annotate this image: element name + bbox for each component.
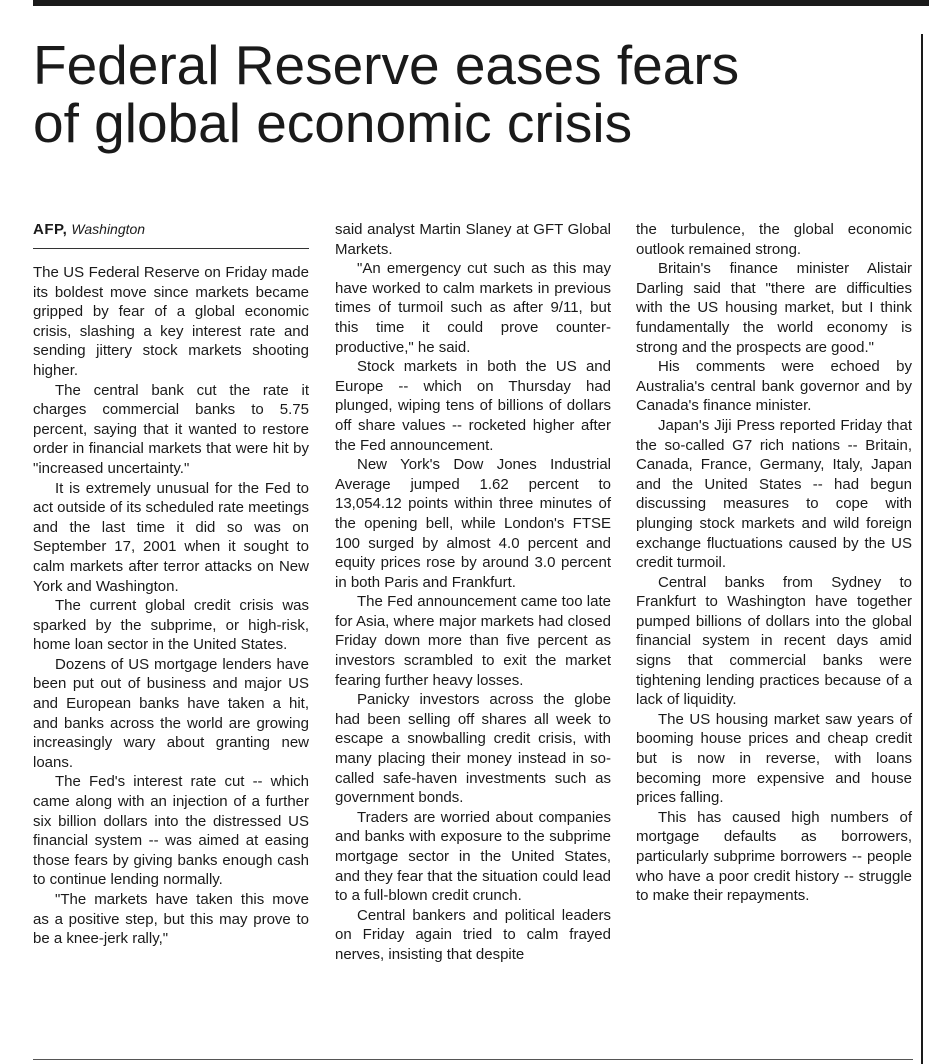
paragraph: said analyst Martin Slaney at GFT Global Markets. bbox=[335, 221, 611, 258]
column-1-body bbox=[33, 263, 309, 949]
paragraph: His comments were echoed by Australia's central bank governor and by Canada's finance minister. bbox=[636, 358, 912, 415]
paragraph: Dozens of US mortgage lenders have been put out of business and major US and European banks have taken a hit, and banks across the world are growing increasingly wary about granting new loans. bbox=[33, 655, 309, 771]
paragraph: Japan's Jiji Press reported Friday that the so-called G7 rich nations -- Britain, Canada, France, Germany, Italy, Japan and the United States -- had begun discussing measures to cope with plunging stock markets and wild foreign exchange fluctuations caused by the US credit turmoil. bbox=[636, 416, 912, 572]
paragraph: The Fed's interest rate cut -- which came along with an injection of a further six billion dollars into the distressed US financial system -- was aimed at easing those fears by giving banks enough cash to continue lending normally. bbox=[33, 773, 309, 889]
paragraph: It is extremely unusual for the Fed to act outside of its scheduled rate meetings and the last time it did so was on September 17, 2001 when it sought to calm markets after terror attacks on New York and Washington. bbox=[33, 479, 309, 595]
paragraph: the turbulence, the global economic outlook remained strong. bbox=[636, 221, 912, 258]
paragraph: "The markets have taken this move as a positive step, but this may prove to be a knee-jerk rally," bbox=[33, 891, 309, 948]
paragraph: Stock markets in both the US and Europe -- which on Thursday had plunged, wiping tens of billions of dollars off share values -- rocketed higher after the Fed announcement. bbox=[335, 358, 611, 454]
top-rule bbox=[33, 0, 929, 6]
bottom-rule bbox=[33, 1059, 913, 1060]
byline bbox=[33, 220, 309, 249]
headline-line-2: of global economic crisis bbox=[33, 92, 633, 154]
paragraph: New York's Dow Jones Industrial Average jumped 1.62 percent to 13,054.12 points within three minutes of the opening bell, while London's FTSE 100 surged by almost 4.0 percent and equity prices rose by around 3.0 percent in both Paris and Frankfurt. bbox=[335, 456, 611, 591]
byline-dateline: Washington bbox=[71, 221, 146, 237]
paragraph: This has caused high numbers of mortgage defaults as borrowers, particularly subprime borrowers -- people who have a poor credit history -- struggle to make their repayments. bbox=[636, 808, 912, 905]
byline-agency: AFP, bbox=[33, 221, 68, 238]
paragraph: Britain's finance minister Alistair Darling said that "there are difficulties with the US housing market, but I think fundamentally the world economy is strong and the prospects are good." bbox=[636, 260, 912, 356]
headline bbox=[33, 36, 913, 152]
column-3 bbox=[636, 220, 912, 906]
paragraph: Central banks from Sydney to Frankfurt to Washington have together pumped billions of dollars into the global financial system in recent days amid signs that commercial banks were tightening lending practices because of a lack of liquidity. bbox=[636, 573, 912, 709]
paragraph: Traders are worried about companies and banks with exposure to the subprime mortgage sector in the United States, and they fear that the situation could lead to a full-blown credit crunch. bbox=[335, 808, 611, 905]
right-column-rule bbox=[921, 34, 923, 1064]
paragraph: The US housing market saw years of booming house prices and cheap credit but is now in reverse, with loans becoming more expensive and house prices falling. bbox=[636, 710, 912, 807]
paragraph: The Fed announcement came too late for Asia, where major markets had closed Friday down more than five percent as investors scrambled to exit the market fearing further heavy losses. bbox=[335, 593, 611, 689]
paragraph: Central bankers and political leaders on Friday again tried to calm frayed nerves, insisting that despite bbox=[335, 906, 611, 963]
paragraph: "An emergency cut such as this may have worked to calm markets in previous times of turmoil such as after 9/11, but this time it could prove counter-productive," he said. bbox=[335, 260, 611, 356]
paragraph: The central bank cut the rate it charges commercial banks to 5.75 percent, saying that it wanted to restore order in financial markets that were hit by "increased uncertainty." bbox=[33, 381, 309, 477]
paragraph: The current global credit crisis was sparked by the subprime, or high-risk, home loan sector in the United States. bbox=[33, 597, 309, 654]
column-2-body bbox=[335, 220, 611, 965]
paragraph: The US Federal Reserve on Friday made its boldest move since markets became gripped by fear of a global economic crisis, slashing a key interest rate and sending jittery stock markets shooting higher. bbox=[33, 264, 309, 379]
headline-line-1: Federal Reserve eases fears bbox=[33, 34, 740, 96]
column-3-body bbox=[636, 220, 912, 906]
paragraph: Panicky investors across the globe had been selling off shares all week to escape a snowballing credit crisis, with many placing their money instead in so-called safe-haven investments such as government bonds. bbox=[335, 691, 611, 807]
column-1 bbox=[33, 220, 309, 949]
column-2 bbox=[335, 220, 611, 965]
